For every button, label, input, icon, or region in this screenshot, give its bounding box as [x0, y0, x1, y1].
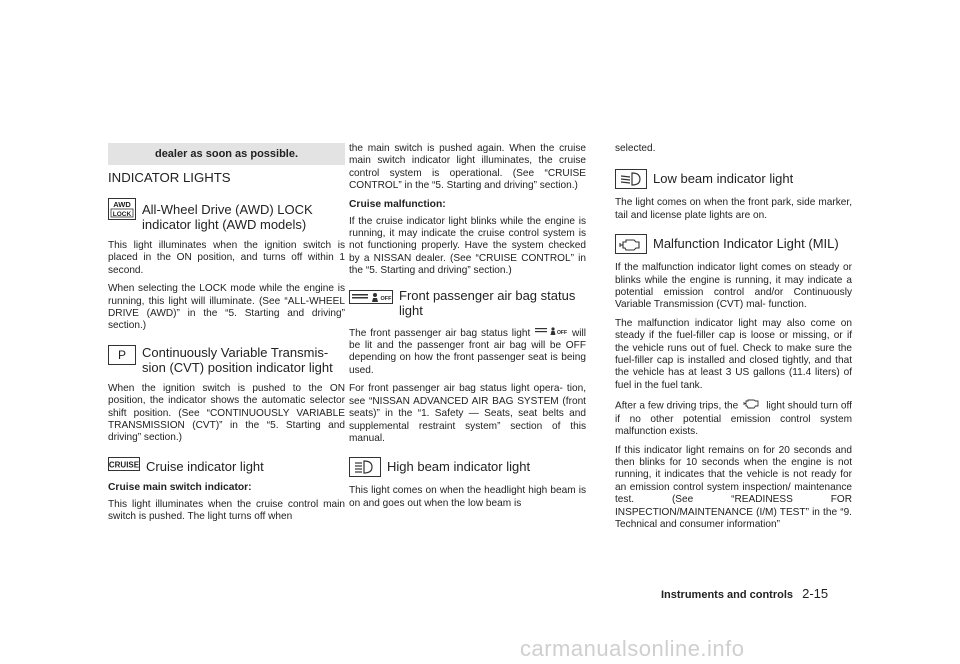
cruise-continued-paragraph: the main switch is pushed again. When the cruise main switch indicator light illuminates, the cruise control system is operational. (See “CRUISE CONTROL” in the “5. Starting and driving” section.) — [349, 143, 586, 192]
svg-text:AWD: AWD — [113, 200, 131, 209]
engine-check-icon — [615, 234, 647, 254]
cvt-position-icon — [108, 345, 136, 365]
engine-check-inline-icon — [741, 398, 763, 413]
svg-text:LOCK: LOCK — [112, 211, 132, 218]
low-beam-indicator-heading — [615, 167, 852, 189]
svg-text:CRUISE: CRUISE — [108, 460, 140, 470]
high-beam-indicator-heading — [349, 455, 586, 477]
high-beam-indicator-title: High beam indicator light — [387, 459, 531, 475]
high-beam-paragraph-1: This light comes on when the headlight high beam is on and goes out when the low beam is — [349, 485, 586, 509]
footer-section-name: Instruments and controls — [661, 589, 794, 601]
awd-paragraph-2: When selecting the LOCK mode while the engine is running, this light will illuminate. (See “ALL-WHEEL DRIVE (AWD)” in the “5. Starting and driving” section.) — [108, 283, 345, 332]
mil-indicator-heading — [615, 232, 852, 254]
low-beam-indicator-title: Low beam indicator light — [653, 171, 794, 187]
low-beam-icon — [615, 169, 647, 189]
cruise-malfunction-subheading: Cruise malfunction: — [349, 198, 446, 210]
svg-text:P: P — [117, 347, 127, 362]
low-beam-paragraph-1: The light comes on when the front park, side marker, tail and license plate lights are on. — [615, 197, 852, 221]
airbag-indicator-heading — [349, 288, 586, 318]
passenger-airbag-off-inline-icon — [534, 326, 568, 340]
mil-indicator-title: Malfunction Indicator Light (MIL) — [653, 236, 839, 252]
column-1 — [108, 196, 345, 530]
mil-paragraph-3-post: light should turn off if no other potential emission control system malfunction exists. — [615, 400, 852, 438]
cruise-main-switch-subheading: Cruise main switch indicator: — [108, 481, 252, 493]
column-2 — [349, 143, 586, 516]
page-footer — [661, 586, 828, 601]
cvt-indicator-title: Continuously Variable Transmis- sion (CVT) position indicator light — [142, 344, 333, 375]
cvt-paragraph-1: When the ignition switch is pushed to the ON position, the indicator shows the automatic selector shift position. (See “CONTINUOUSLY VARIABLE TRANSMISSION (CVT)” in the “5. Starting and driving” section.) — [108, 382, 345, 444]
cruise-indicator-title: Cruise indicator light — [146, 458, 264, 474]
svg-text:OFF: OFF — [380, 295, 392, 302]
cruise-malfunction-paragraph: If the cruise indicator light blinks while the engine is running, it may indicate the cruise control system is not functioning properly. Have the system checked by a NISSAN dealer. (See “CRUISE CONTROL” in the “5. Starting and driving” section.) — [349, 215, 586, 277]
cruise-paragraph-1: This light illuminates when the cruise control main switch is pushed. The light turns off when — [108, 498, 345, 523]
mil-paragraph-1: If the malfunction indicator light comes on steady or blinks while the engine is running, it may indicate a potential emission control and/or Continuously Variable Transmission (CVT) mal- function. — [615, 262, 852, 311]
awd-lock-icon — [108, 198, 136, 220]
mil-paragraph-4: If this indicator light remains on for 20 seconds and then blinks for 10 seconds when the engine is not running, it indicates that the vehicle is not ready for an emission control system inspection/ maintenance test. (See “READINESS FOR INSPECTION/MAINTENANCE (I/M) TEST” in the “9. Technical and consumer information” — [615, 444, 852, 530]
airbag-paragraph-1-post: will be lit and the passenger front air bag will be OFF depending on how the front passenger seat is being used. — [349, 327, 586, 376]
section-heading: INDICATOR LIGHTS — [108, 170, 231, 185]
continuation-banner: dealer as soon as possible. — [108, 143, 345, 165]
awd-indicator-title: All-Wheel Drive (AWD) LOCK indicator light (AWD models) — [142, 202, 313, 232]
airbag-paragraph-2: For front passenger air bag status light opera- tion, see “NISSAN ADVANCED AIR BAG SYSTEM (front seats)” in the “1. Safety — Seats, seat belts and supplemental restraint system” section of this manual. — [349, 383, 586, 444]
svg-text:OFF: OFF — [557, 329, 568, 336]
cruise-indicator-heading — [108, 455, 345, 474]
footer-page-number: 2-15 — [802, 586, 829, 601]
airbag-paragraph-1-pre: The front passenger air bag status light — [349, 327, 531, 339]
high-beam-icon — [349, 457, 381, 477]
awd-paragraph-1: This light illuminates when the ignition switch is placed in the ON position, and turns off within 1 second. — [108, 240, 345, 276]
high-beam-continued-paragraph: selected. — [615, 143, 656, 154]
mil-paragraph-3 — [615, 398, 852, 438]
watermark: carmanualsonline.info — [520, 636, 745, 661]
cruise-icon — [108, 457, 140, 471]
mil-paragraph-3-pre: After a few driving trips, the — [615, 400, 739, 412]
cvt-indicator-heading — [108, 343, 345, 375]
column-3 — [615, 143, 852, 537]
awd-indicator-heading — [108, 196, 345, 232]
passenger-airbag-off-icon — [349, 290, 393, 304]
airbag-paragraph-1 — [349, 326, 586, 378]
airbag-indicator-title: Front passenger air bag status light — [399, 287, 576, 318]
mil-paragraph-2: The malfunction indicator light may also come on steady if the fuel-filler cap is loose or missing, or if the vehicle runs out of fuel. Check to make sure the fuel-filler cap is installed and closed tightly, and that the vehicle has at least 3 US gallons (11.4 liters) of fuel in the fuel tank. — [615, 317, 852, 391]
